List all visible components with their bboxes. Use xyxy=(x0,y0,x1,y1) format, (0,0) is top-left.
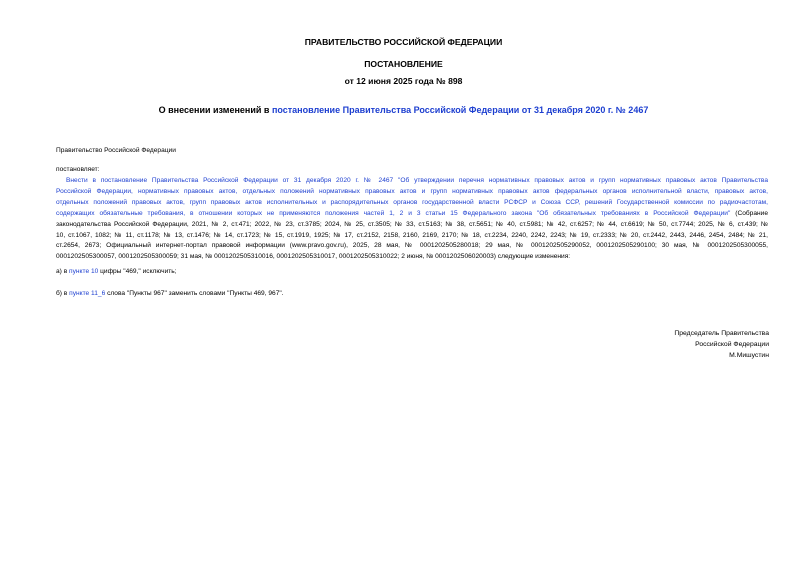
main-line-2 xyxy=(56,187,768,198)
amended-decree-link[interactable]: постановление Правительства Российской Федерации от 31 декабря 2020 г. № 2467 xyxy=(271,105,649,115)
title-prefix: О внесении изменений в xyxy=(158,105,272,115)
decree-2467-link-cont-2[interactable]: отдельных положений правовых актов, групп правовых актов исполнительных и распорядительных органов государственной власти РСФСР и Союза ССР, решений Государственной комиссии по радиочастотам, xyxy=(56,198,768,206)
main-line-6: 10, ст.1067, 1082; № 11, ст.1178; № 13, ст.1476; № 14, ст.1723; № 15, ст.1919, 1925; № 17, ст.2152, 2158, 2160, 2169, 2170; № 18, ст.2234, 2240, 2242, 2243; № 19, ст.2333; № 20, ст.2442, 2443, 2446, 2454, 2484; № 21, xyxy=(56,231,768,239)
main-paragraph xyxy=(56,176,768,263)
main-line-7: ст.2654, 2673; Официальный интернет-портал правовой информации (www.pravo.gov.ru), 2025, 28 мая, № 0001202505280018; 29 мая, № 0001202505290052, 0001202505290100; 30 мая, № 0001202505300055, xyxy=(56,242,768,250)
document-title xyxy=(0,105,807,116)
item-11-6-link[interactable]: пункте 11_6 xyxy=(69,290,106,297)
main-line-5: законодательства Российской Федерации, 2021, № 2, ст.471; 2022, № 23, ст.3785; 2024, № 25, ст.3505; № 33, ст.5163; № 38, ст.5651; № 40, ст.5981; № 42, ст.6257; № 44, ст.6619; № 50, ст.7744; 2025, № 6, ст.439; № xyxy=(56,220,768,228)
item-b-prefix: б) в xyxy=(56,290,70,297)
item-a xyxy=(56,267,177,278)
item-a-prefix: а) в xyxy=(56,268,70,275)
signature-block xyxy=(674,328,769,361)
main-line-3 xyxy=(56,198,768,209)
issuer-text: Правительство Российской Федерации xyxy=(56,147,176,154)
main-line-8: 0001202505300057, 0001202505300059; 31 мая, № 0001202505310016, 0001202505310017, 0001202505310022; 2 июня, № 0001202506020003) следующие изменения: xyxy=(56,253,571,261)
signer-position-line1: Председатель Правительства xyxy=(674,330,769,337)
decree-2467-link[interactable]: Внести в постановление Правительства Российской Федерации от 31 декабря 2020 г. № 2467 "Об утверждении перечня нормативных правовых актов и групп нормативных правовых актов Правительства xyxy=(66,177,768,184)
government-heading: ПРАВИТЕЛЬСТВО РОССИЙСКОЙ ФЕДЕРАЦИИ xyxy=(304,37,503,47)
decree-2467-link-cont-3[interactable]: содержащих обязательные требования, в отношении которых не применяются положения частей 1, 2 и 3 статьи 15 Федерального закона "Об обязательных требованиях в Российской Федерации" xyxy=(56,209,731,217)
main-line-4 xyxy=(56,209,768,220)
main-line-1 xyxy=(56,176,768,187)
decree-2467-link-cont-1[interactable]: Российской Федерации, нормативных правовых актов, отдельных положений нормативных правовых актов и групп нормативных правовых актов федеральных органов исполнительной власти, правовых актов, xyxy=(56,187,768,195)
signer-position-line2: Российской Федерации xyxy=(695,341,769,348)
date-number-heading: от 12 июня 2025 года № 898 xyxy=(344,76,463,86)
document-type-heading: ПОСТАНОВЛЕНИЕ xyxy=(364,59,443,69)
item-a-suffix: цифры "469," исключить; xyxy=(98,268,177,275)
main-after-link: (Собрание xyxy=(730,209,769,217)
item-b-suffix: слова "Пункты 967" заменить словами "Пункты 469, 967". xyxy=(105,290,284,297)
signer-name: М.Мишустин xyxy=(729,352,769,359)
item-b xyxy=(56,289,284,300)
item-10-link[interactable]: пункте 10 xyxy=(69,268,99,275)
decrees-text: постановляет: xyxy=(56,166,100,173)
